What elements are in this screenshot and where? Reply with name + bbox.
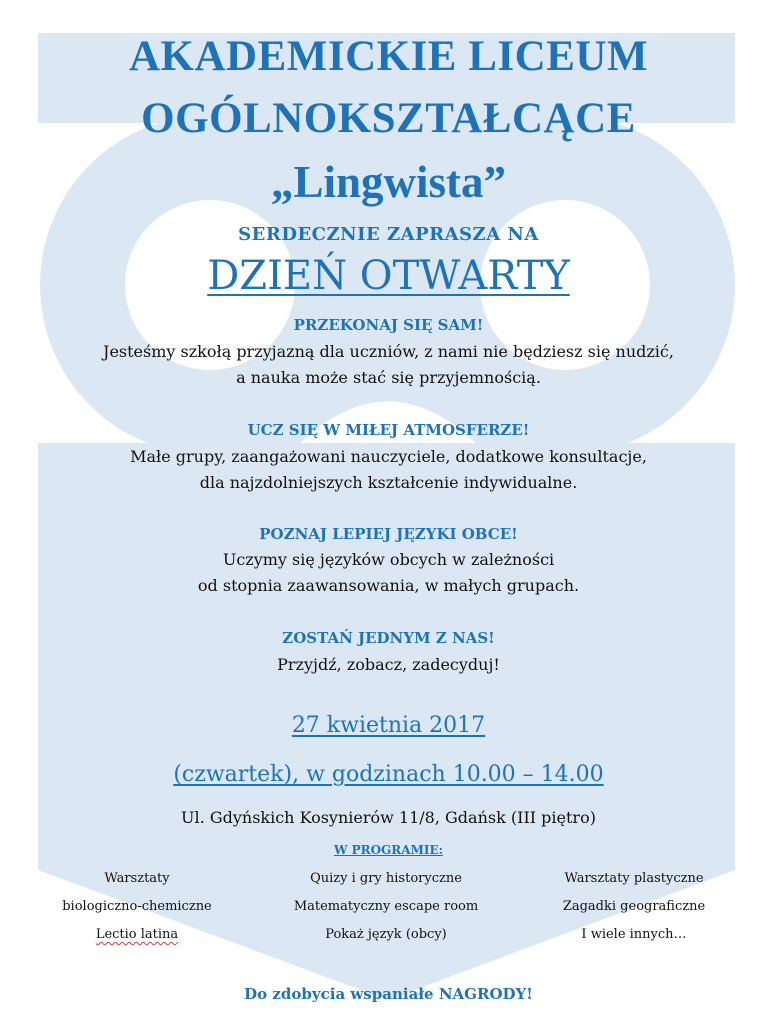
- event-title: DZIEŃ OTWARTY: [207, 253, 570, 299]
- section-heading-4: ZOSTAŃ JEDNYM Z NAS!: [282, 629, 495, 647]
- section-text-3b: od stopnia zaawansowania, w małych grupach.: [197, 576, 580, 595]
- program-item: Pokaż język (obcy): [325, 927, 447, 942]
- event-date: 27 kwietnia 2017: [291, 713, 486, 738]
- title-line-2: OGÓLNOKSZTAŁCĄCE: [141, 95, 636, 142]
- section-text-2a: Małe grupy, zaangażowani nauczyciele, dodatkowe konsultacje,: [130, 447, 647, 466]
- section-text-1b: a nauka może stać się przyjemnością.: [236, 368, 541, 387]
- program-label: W PROGRAMIE:: [333, 843, 444, 857]
- program-item: Warsztaty: [104, 871, 170, 886]
- prize-text: Do zdobycia wspaniałe NAGRODY!: [244, 985, 533, 1003]
- title-line-1: AKADEMICKIE LICEUM: [128, 33, 649, 80]
- invite-text: SERDECZNIE ZAPRASZA NA: [238, 224, 539, 245]
- title-line-3: „Lingwista”: [270, 157, 507, 207]
- event-address: Ul. Gdyńskich Kosynierów 11/8, Gdańsk (III piętro): [181, 808, 596, 827]
- section-text-4a: Przyjdź, zobacz, zadecyduj!: [277, 655, 500, 674]
- section-text-2b: dla najzdolniejszych kształcenie indywidualne.: [199, 473, 578, 492]
- program-item: biologiczno-chemiczne: [62, 899, 212, 914]
- section-heading-1: PRZEKONAJ SIĘ SAM!: [293, 316, 484, 334]
- event-time: (czwartek), w godzinach 10.00 – 14.00: [173, 762, 604, 787]
- program-item: Warsztaty plastyczne: [564, 871, 704, 886]
- program-item: I wiele innych…: [581, 927, 687, 942]
- section-text-3a: Uczymy się języków obcych w zależności: [222, 550, 555, 569]
- program-item: Quizy i gry historyczne: [310, 871, 462, 886]
- program-item: Zagadki geograficzne: [562, 899, 706, 914]
- program-item: Matematyczny escape room: [293, 899, 479, 914]
- program-item: [17, 927, 257, 942]
- section-text-1a: Jesteśmy szkołą przyjazną dla uczniów, z nami nie będziesz się nudzić,: [103, 342, 674, 361]
- section-heading-2: UCZ SIĘ W MIŁEJ ATMOSFERZE!: [247, 421, 530, 439]
- program-item-text: Lectio latina: [95, 927, 179, 942]
- section-heading-3: POZNAJ LEPIEJ JĘZYKI OBCE!: [259, 525, 518, 543]
